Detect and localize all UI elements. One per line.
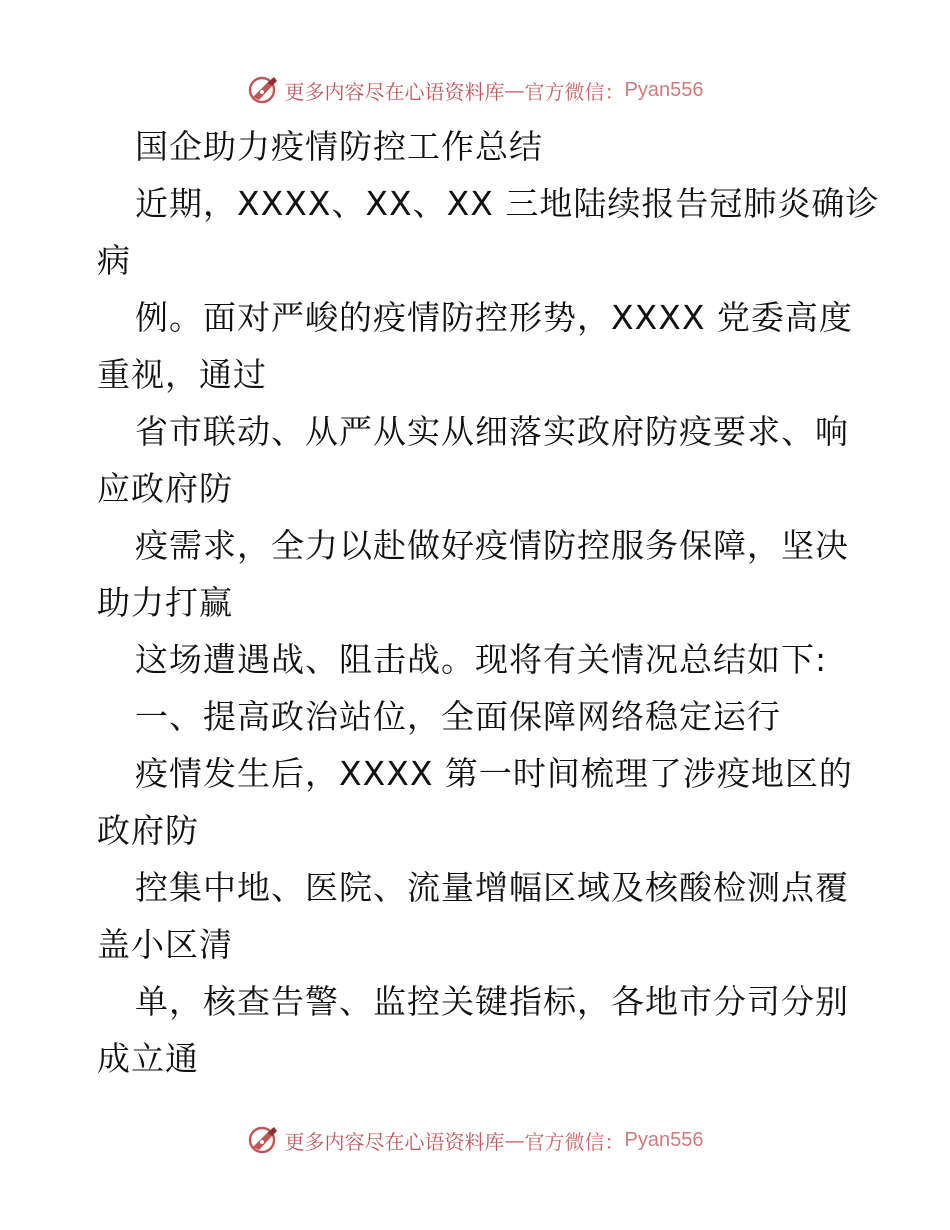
pen-logo-icon xyxy=(247,73,281,107)
paragraph-line-continued: 助力打赢 xyxy=(97,583,233,622)
paragraph-line: 单，核查告警、监控关键指标，各地市分司分别 xyxy=(135,982,849,1021)
paragraph-line-continued: 病 xyxy=(97,241,131,280)
paragraph-line-continued: 盖小区清 xyxy=(97,925,233,964)
footer-banner xyxy=(0,1120,950,1160)
banner-site-name: 更多内容尽在心语资料库 xyxy=(284,1129,505,1154)
banner-separator: — xyxy=(504,1128,525,1152)
paragraph xyxy=(0,517,950,631)
paragraph xyxy=(0,175,950,289)
banner-contact-handle: Pyan556 xyxy=(624,78,704,101)
paragraph xyxy=(0,289,950,403)
paragraph xyxy=(0,745,950,859)
paragraph-line: 这场遭遇战、阻击战。现将有关情况总结如下: xyxy=(135,640,828,679)
paragraph-line: 例。面对严峻的疫情防控形势，XXXX 党委高度 xyxy=(135,298,853,337)
paragraph-line-continued: 成立通 xyxy=(97,1039,199,1078)
paragraph-line: 疫需求，全力以赴做好疫情防控服务保障，坚决 xyxy=(135,526,849,565)
banner-contact-handle: Pyan556 xyxy=(624,1128,704,1151)
paragraph-line: 省市联动、从严从实从细落实政府防疫要求、响 xyxy=(135,412,849,451)
paragraph-line: 控集中地、医院、流量增幅区域及核酸检测点覆 xyxy=(135,868,849,907)
paragraph-line-continued: 政府防 xyxy=(97,811,199,850)
paragraph xyxy=(0,631,950,688)
banner-contact-label: 官方微信： xyxy=(524,1129,625,1154)
paragraph xyxy=(0,688,950,745)
paragraph-line: 一、提高政治站位，全面保障网络稳定运行 xyxy=(135,697,781,736)
pen-logo-icon xyxy=(247,1123,281,1157)
paragraph xyxy=(0,403,950,517)
banner-separator: — xyxy=(504,78,525,102)
document-body xyxy=(0,118,950,1087)
paragraph-line-continued: 应政府防 xyxy=(97,469,233,508)
paragraph xyxy=(0,859,950,973)
header-banner xyxy=(0,70,950,110)
paragraph-line: 近期，XXXX、XX、XX 三地陆续报告冠肺炎确诊 xyxy=(135,184,880,223)
banner-site-name: 更多内容尽在心语资料库 xyxy=(284,79,505,104)
paragraph-list xyxy=(0,175,950,1087)
paragraph xyxy=(0,973,950,1087)
paragraph-line: 疫情发生后，XXXX 第一时间梳理了涉疫地区的 xyxy=(135,754,853,793)
paragraph-line-continued: 重视，通过 xyxy=(97,355,267,394)
document-title: 国企助力疫情防控工作总结 xyxy=(135,127,543,166)
banner-contact-label: 官方微信： xyxy=(524,79,625,104)
